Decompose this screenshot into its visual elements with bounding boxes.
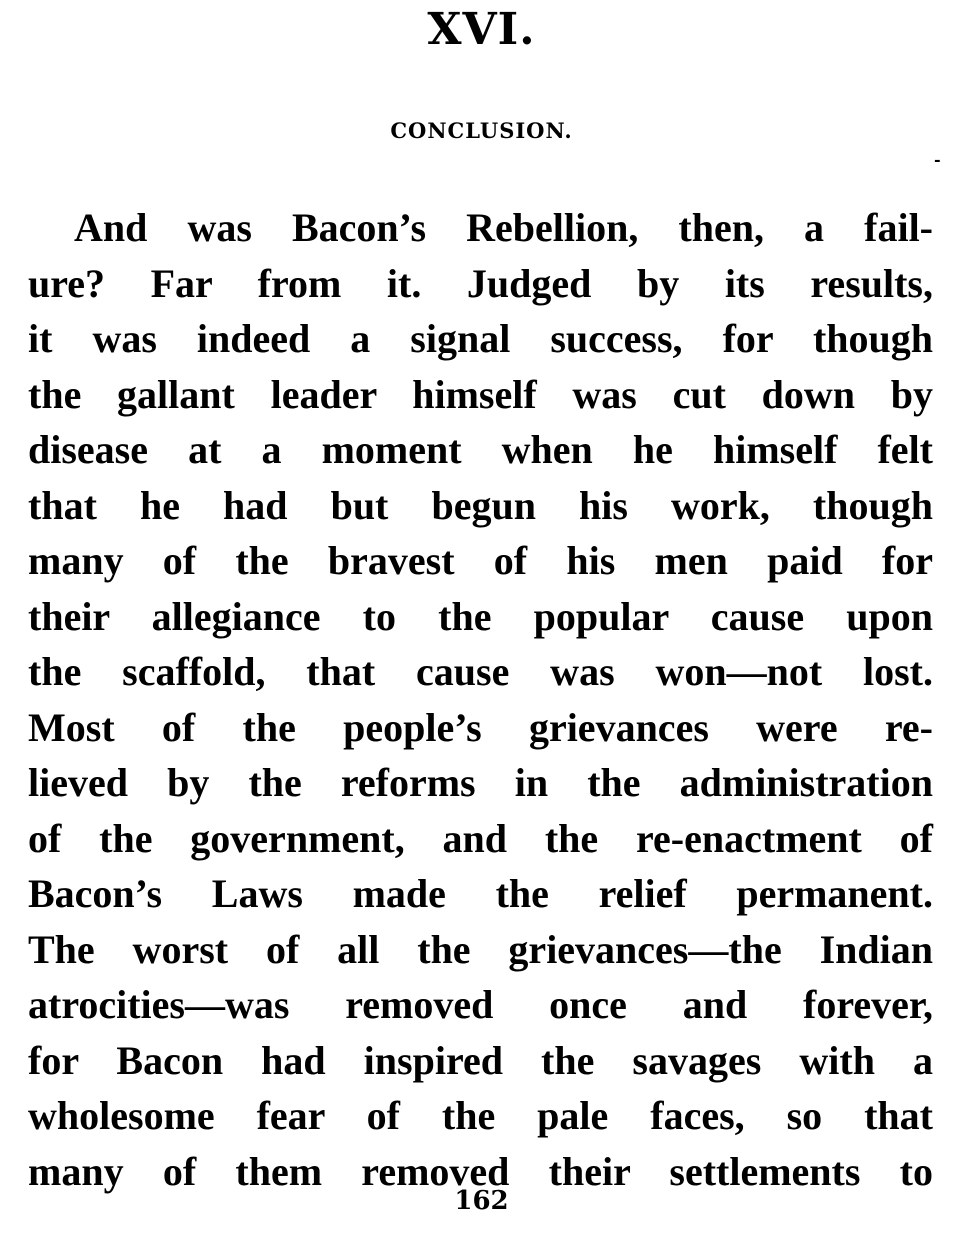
text-line: wholesome fear of the pale faces, so that [28, 1093, 933, 1138]
text-line: many of the bravest of his men paid for [28, 538, 933, 583]
page-number: 162 [454, 1186, 509, 1216]
text-line: And was Bacon’s Rebellion, then, a fail- [74, 205, 933, 250]
chapter-title: CONCLUSION. [390, 118, 573, 143]
text-line: Most of the people’s grievances were re- [28, 704, 933, 750]
text-line: atrocities—was removed once and forever, [28, 982, 933, 1027]
chapter-number: XVI. [427, 4, 536, 55]
text-line: Bacon’s Laws made the relief permanent. [28, 871, 933, 916]
text-line: ure? Far from it. Judged by its results, [28, 260, 933, 306]
body-paragraph [28, 200, 933, 1199]
text-line: lieved by the reforms in the administration [28, 760, 933, 805]
text-line: The worst of all the grievances—the Indian [28, 926, 933, 972]
text-line: of the government, and the re-enactment of [28, 815, 933, 861]
text-line: the gallant leader himself was cut down by [28, 371, 933, 417]
text-line: their allegiance to the popular cause upon [28, 593, 933, 639]
text-line: for Bacon had inspired the savages with a [28, 1037, 933, 1083]
stray-print-mark: - [934, 150, 941, 169]
text-line: that he had but begun his work, though [28, 482, 933, 528]
text-line: many of them removed their settlements to [28, 1148, 933, 1194]
text-line: disease at a moment when he himself felt [28, 427, 933, 472]
text-line: it was indeed a signal success, for though [28, 316, 933, 361]
text-line: the scaffold, that cause was won—not lost. [28, 649, 933, 694]
